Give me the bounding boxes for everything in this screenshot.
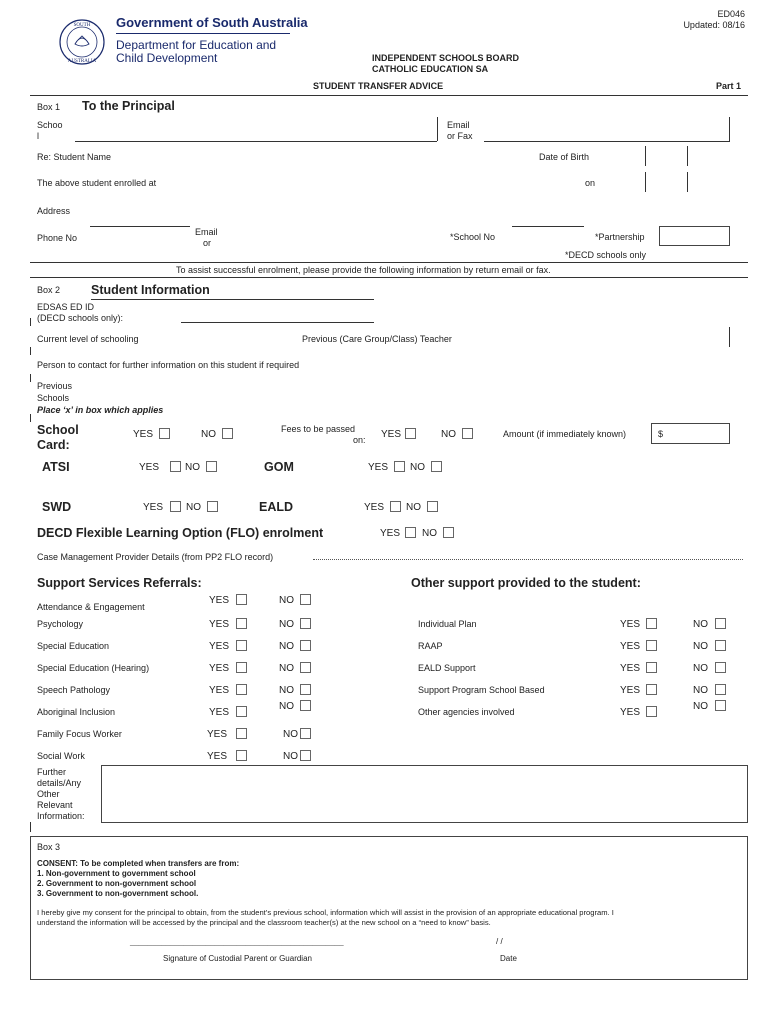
school-card-yes-label: YES — [133, 429, 154, 440]
board-line-1: INDEPENDENT SCHOOLS BOARD — [372, 53, 520, 63]
school-card-label: School — [37, 423, 79, 437]
other-support-no-label: NO — [693, 663, 708, 674]
fees-no-checkbox[interactable] — [462, 428, 473, 439]
eald-yes-label: YES — [364, 502, 385, 513]
flo-label: DECD Flexible Learning Option (FLO) enrolment — [37, 526, 324, 540]
support-yes-label: YES — [209, 707, 230, 718]
support-item-label: Attendance & Engagement — [37, 602, 145, 612]
school-label-2: l — [37, 131, 39, 141]
support-yes-checkbox[interactable] — [236, 750, 247, 761]
atsi-no-checkbox[interactable] — [206, 461, 217, 472]
form-code: ED046 — [717, 9, 745, 19]
support-yes-checkbox[interactable] — [236, 684, 247, 695]
support-item-label: Speech Pathology — [37, 685, 111, 695]
support-yes-label: YES — [209, 663, 230, 674]
updated-date: Updated: 08/16 — [683, 20, 745, 30]
department-line-1: Department for Education and — [116, 38, 277, 52]
further-details-input[interactable] — [101, 765, 748, 823]
government-title: Government of South Australia — [116, 15, 308, 30]
support-no-checkbox[interactable] — [300, 640, 311, 651]
student-name-label: Re: Student Name — [37, 152, 112, 162]
support-yes-checkbox[interactable] — [236, 618, 247, 629]
support-yes-label: YES — [209, 685, 230, 696]
fees-label-2: on: — [353, 435, 366, 445]
support-no-label: NO — [279, 663, 294, 674]
fees-no-label: NO — [441, 429, 456, 440]
consent-item-3: 3. Government to non-government school. — [37, 889, 199, 898]
support-no-label: NO — [279, 641, 294, 652]
box3-label: Box 3 — [37, 842, 61, 852]
dob-field-divider-1[interactable] — [645, 146, 646, 166]
signature-caption: Signature of Custodial Parent or Guardian — [163, 954, 312, 963]
partnership-input[interactable] — [659, 226, 730, 246]
support-no-label: NO — [283, 751, 298, 762]
eald-no-label: NO — [406, 502, 421, 513]
school-no-label: *School No — [450, 232, 496, 242]
consent-title: CONSENT: To be completed when transfers are from: — [37, 859, 240, 868]
support-no-checkbox[interactable] — [300, 700, 311, 711]
further-details-3: Other — [37, 789, 60, 799]
other-support-item-label: EALD Support — [418, 663, 476, 673]
instruction-text: To assist successful enrolment, please provide the following information by return email or fax. — [176, 265, 551, 275]
other-support-no-label: NO — [693, 685, 708, 696]
email2-label-1: Email — [195, 227, 218, 237]
partnership-label: *Partnership — [595, 232, 645, 242]
gom-no-checkbox[interactable] — [431, 461, 442, 472]
edsas-input-line[interactable] — [181, 322, 374, 323]
other-support-yes-checkbox[interactable] — [646, 684, 657, 695]
support-no-checkbox[interactable] — [300, 684, 311, 695]
other-support-no-label: NO — [693, 641, 708, 652]
flo-no-label: NO — [422, 528, 437, 539]
other-support-yes-checkbox[interactable] — [646, 640, 657, 651]
eald-no-checkbox[interactable] — [427, 501, 438, 512]
support-yes-checkbox[interactable] — [236, 662, 247, 673]
fees-label-1: Fees to be passed — [281, 424, 356, 434]
phone-input-line[interactable] — [90, 226, 190, 227]
support-yes-checkbox[interactable] — [236, 594, 247, 605]
support-yes-checkbox[interactable] — [236, 640, 247, 651]
svg-text:AUSTRALIA: AUSTRALIA — [67, 59, 97, 64]
previous-schools-label-1: Previous — [37, 381, 73, 391]
board-line-2: CATHOLIC EDUCATION SA — [372, 64, 489, 74]
school-card-no-label: NO — [201, 429, 216, 440]
dob-label: Date of Birth — [539, 152, 590, 162]
atsi-label: ATSI — [42, 460, 70, 474]
email2-label-2: or — [203, 238, 212, 248]
school-card-label-2: Card: — [37, 438, 70, 452]
further-details-5: Information: — [37, 811, 85, 821]
other-support-yes-checkbox[interactable] — [646, 662, 657, 673]
dob-field-divider-2[interactable] — [687, 146, 688, 166]
email-fax-label-2: or Fax — [447, 131, 473, 141]
atsi-yes-label: YES — [139, 462, 160, 473]
support-no-checkbox[interactable] — [300, 618, 311, 629]
other-support-yes-checkbox[interactable] — [646, 706, 657, 717]
school-input-line[interactable] — [75, 141, 437, 142]
swd-label: SWD — [42, 500, 72, 514]
consent-item-1: 1. Non-government to government school — [37, 869, 196, 878]
date-slashes[interactable]: / / — [496, 937, 503, 946]
department-line-2: Child Development — [116, 51, 218, 65]
teacher-field-edge[interactable] — [729, 327, 730, 347]
support-no-label: NO — [279, 595, 294, 606]
gom-no-label: NO — [410, 462, 425, 473]
amount-label: Amount (if immediately known) — [503, 429, 627, 439]
school-label-1: Schoo — [37, 120, 63, 130]
further-details-2: details/Any — [37, 778, 82, 788]
support-yes-checkbox[interactable] — [236, 728, 247, 739]
to-principal-heading: To the Principal — [82, 99, 175, 113]
signature-line[interactable]: ________________________________________________ — [130, 937, 344, 946]
edsas-label-1: EDSAS ED ID — [37, 302, 95, 312]
support-item-label: Special Education (Hearing) — [37, 663, 150, 673]
support-yes-label: YES — [207, 729, 228, 740]
swd-no-label: NO — [186, 502, 201, 513]
atsi-yes-checkbox[interactable] — [170, 461, 181, 472]
currency-symbol: $ — [658, 429, 664, 439]
swd-no-checkbox[interactable] — [207, 501, 218, 512]
other-support-no-checkbox[interactable] — [715, 618, 726, 629]
support-no-checkbox[interactable] — [300, 662, 311, 673]
other-support-no-label: NO — [693, 619, 708, 630]
other-support-no-checkbox[interactable] — [715, 640, 726, 651]
address-label: Address — [37, 206, 71, 216]
current-level-label: Current level of schooling — [37, 334, 139, 344]
other-support-yes-label: YES — [620, 619, 641, 630]
other-support-item-label: Support Program School Based — [418, 685, 545, 695]
sa-government-logo — [58, 18, 106, 66]
contact-person-label: Person to contact for further information on this student if required — [37, 360, 300, 370]
date-caption: Date — [500, 954, 517, 963]
on-date-divider-2[interactable] — [687, 172, 688, 192]
fees-yes-label: YES — [381, 429, 402, 440]
further-details-4: Relevant — [37, 800, 73, 810]
previous-teacher-label: Previous (Care Group/Class) Teacher — [302, 334, 452, 344]
support-item-label: Psychology — [37, 619, 84, 629]
support-item-label: Aboriginal Inclusion — [37, 707, 116, 717]
decd-only-note: *DECD schools only — [565, 250, 647, 260]
support-yes-label: YES — [207, 751, 228, 762]
consent-text-1: I hereby give my consent for the principal to obtain, from the student’s previous school, information which will assist in the provision of an appropriate educational program. I — [37, 908, 614, 917]
support-yes-checkbox[interactable] — [236, 706, 247, 717]
support-no-label: NO — [283, 729, 298, 740]
other-support-no-checkbox[interactable] — [715, 700, 726, 711]
enrolled-at-label: The above student enrolled at — [37, 178, 157, 188]
school-card-no-checkbox[interactable] — [222, 428, 233, 439]
support-no-checkbox[interactable] — [300, 594, 311, 605]
support-no-label: NO — [279, 701, 294, 712]
consent-item-2: 2. Government to non-government school — [37, 879, 197, 888]
other-support-heading: Other support provided to the student: — [411, 576, 641, 590]
fees-yes-checkbox[interactable] — [405, 428, 416, 439]
case-management-input[interactable] — [313, 551, 743, 560]
other-support-item-label: RAAP — [418, 641, 443, 651]
swd-yes-checkbox[interactable] — [170, 501, 181, 512]
flo-yes-checkbox[interactable] — [405, 527, 416, 538]
email-fax-input-line[interactable] — [484, 141, 730, 142]
school-no-input-line[interactable] — [512, 226, 584, 227]
other-support-no-label: NO — [693, 701, 708, 712]
eald-label: EALD — [259, 500, 294, 514]
other-support-yes-label: YES — [620, 707, 641, 718]
part-label: Part 1 — [716, 81, 742, 91]
atsi-no-label: NO — [185, 462, 200, 473]
previous-schools-label-2: Schools — [37, 393, 70, 403]
other-support-item-label: Other agencies involved — [418, 707, 515, 717]
other-support-yes-label: YES — [620, 663, 641, 674]
support-item-label: Social Work — [37, 751, 85, 761]
other-support-no-checkbox[interactable] — [715, 662, 726, 673]
box2-label: Box 2 — [37, 285, 61, 295]
other-support-yes-checkbox[interactable] — [646, 618, 657, 629]
phone-label: Phone No — [37, 233, 78, 243]
other-support-yes-label: YES — [620, 641, 641, 652]
svg-text:SOUTH: SOUTH — [73, 23, 91, 28]
support-item-label: Special Education — [37, 641, 110, 651]
box1-label: Box 1 — [37, 102, 61, 112]
email-fax-label-1: Email — [447, 120, 470, 130]
further-details-1: Further — [37, 767, 67, 777]
flo-no-checkbox[interactable] — [443, 527, 454, 538]
form-title: STUDENT TRANSFER ADVICE — [313, 81, 444, 91]
support-referrals-heading: Support Services Referrals: — [37, 576, 202, 590]
support-no-checkbox[interactable] — [300, 750, 311, 761]
support-no-label: NO — [279, 619, 294, 630]
gom-yes-label: YES — [368, 462, 389, 473]
other-support-no-checkbox[interactable] — [715, 684, 726, 695]
flo-yes-label: YES — [380, 528, 401, 539]
school-card-yes-checkbox[interactable] — [159, 428, 170, 439]
place-x-instruction: Place ‘x’ in box which applies — [37, 405, 164, 415]
support-yes-label: YES — [209, 619, 230, 630]
gom-yes-checkbox[interactable] — [394, 461, 405, 472]
consent-text-2: understand the information will be accessed by the principal and the classroom teacher(s) at the new school on a “need to know” basis. — [37, 918, 491, 927]
support-yes-label: YES — [209, 641, 230, 652]
on-date-divider-1[interactable] — [645, 172, 646, 192]
gom-label: GOM — [264, 460, 294, 474]
other-support-item-label: Individual Plan — [418, 619, 477, 629]
case-management-label: Case Management Provider Details (from PP2 FLO record) — [37, 552, 274, 562]
eald-yes-checkbox[interactable] — [390, 501, 401, 512]
support-item-label: Family Focus Worker — [37, 729, 122, 739]
other-support-yes-label: YES — [620, 685, 641, 696]
support-yes-label: YES — [209, 595, 230, 606]
swd-yes-label: YES — [143, 502, 164, 513]
support-no-checkbox[interactable] — [300, 728, 311, 739]
support-no-label: NO — [279, 685, 294, 696]
edsas-label-2: (DECD schools only): — [37, 313, 124, 323]
amount-input[interactable] — [651, 423, 730, 444]
student-info-heading: Student Information — [91, 283, 210, 297]
on-label: on — [585, 178, 596, 188]
